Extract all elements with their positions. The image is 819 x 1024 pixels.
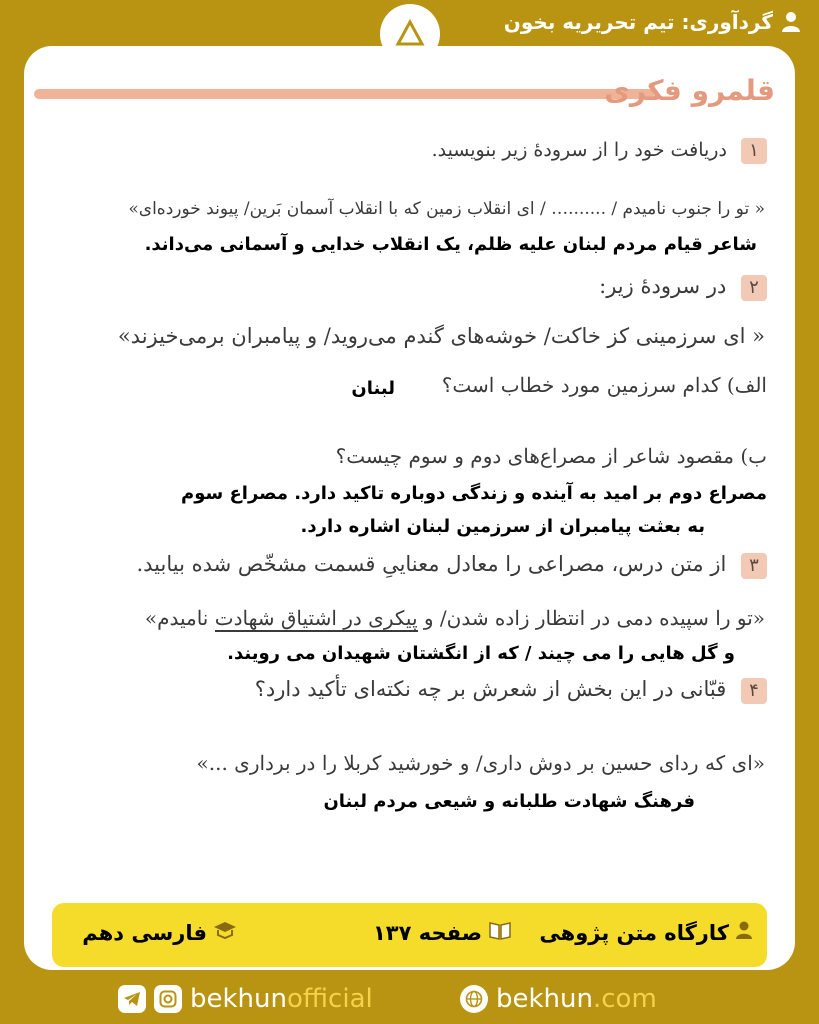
page-label: صفحه ۱۳۷: [373, 920, 512, 945]
credit: [504, 10, 801, 34]
content-card: [24, 46, 795, 970]
website-text: bekhun.com: [496, 984, 657, 1014]
website-link[interactable]: [460, 984, 657, 1014]
poem-3-underlined: پیکری در اشتیاق شهادت: [214, 606, 418, 630]
poem-4: «ای که ردای حسین بر دوش داری/ و خورشید کربلا را در برداری ...»: [196, 751, 765, 775]
question-2a: [442, 373, 767, 397]
question-text: قبّانی در این بخش از شعرش بر چه نکته‌ای تأکید دارد؟: [254, 677, 727, 701]
question-2: [599, 274, 767, 301]
question-text: دریافت خود را از سرودهٔ زیر بنویسید.: [431, 139, 727, 161]
answer-1: شاعر قیام مردم لبنان علیه ظلم، یک انقلاب خدایی و آسمانی می‌داند.: [144, 234, 757, 255]
person-icon: [781, 11, 801, 33]
workshop-label: کارگاه متن پژوهی: [539, 920, 753, 945]
instagram-telegram-handle[interactable]: [118, 984, 373, 1014]
book-label: فارسی دهم: [82, 920, 237, 945]
question-number: ۴: [741, 678, 767, 704]
question-number: ۲: [741, 275, 767, 301]
question-text: الف) کدام سرزمین مورد خطاب است؟: [441, 373, 767, 397]
poem-3: [145, 606, 765, 630]
book-info-bar: [52, 903, 767, 967]
handle-text: bekhunofficial: [190, 984, 373, 1014]
question-4: [255, 677, 767, 704]
answer-3: و گل هایی را می چیند / که از انگشتان شهیدان می رویند.: [227, 643, 735, 664]
question-1: [432, 138, 767, 164]
question-text: از متن درس، مصراعی را معادل معناییِ قسمت مشخّص شده بیابید.: [136, 552, 727, 576]
telegram-icon[interactable]: [118, 985, 146, 1013]
answer-2b-line2: به بعثت پیامبران از سرزمین لبنان اشاره دارد.: [300, 516, 705, 537]
question-3: [136, 552, 767, 579]
graduation-cap-icon: [213, 920, 237, 945]
question-text: در سرودهٔ زیر:: [599, 274, 727, 298]
answer-2b-line1: مصراع دوم بر امید به آینده و زندگی دوباره تاکید دارد. مصراع سوم: [181, 483, 767, 504]
answer-2a: لبنان: [351, 378, 395, 399]
globe-icon: [460, 985, 488, 1013]
poem-2: « ای سرزمینی کز خاکت/ خوشه‌های گندم می‌روید/ و پیامبران برمی‌خیزند»: [117, 324, 765, 348]
section-title: قلمرو فکری: [604, 74, 775, 107]
poem-1: « تو را جنوب نامیدم / .......… / ای انقلاب زمین که با انقلاب آسمان بَرین/ پیوند خورده‌ای»: [128, 199, 765, 219]
person-icon: [735, 920, 753, 945]
book-icon: [488, 920, 512, 945]
instagram-icon[interactable]: [154, 985, 182, 1013]
question-text: ب) مقصود شاعر از مصراع‌های دوم و سوم چیست؟: [335, 444, 767, 468]
poem-3-start: «تو را سپیده دمی در انتظار زاده شدن/ و: [417, 606, 765, 630]
question-2b: [336, 444, 767, 468]
poem-3-end: نامیدم»: [144, 606, 215, 630]
question-number: ۳: [741, 553, 767, 579]
credit-text: گردآوری: تیم تحریریه بخون: [503, 10, 773, 34]
answer-4: فرهنگ شهادت طلبانه و شیعی مردم لبنان: [323, 791, 695, 812]
question-number: ۱: [741, 138, 767, 164]
header-rule: [34, 89, 654, 99]
